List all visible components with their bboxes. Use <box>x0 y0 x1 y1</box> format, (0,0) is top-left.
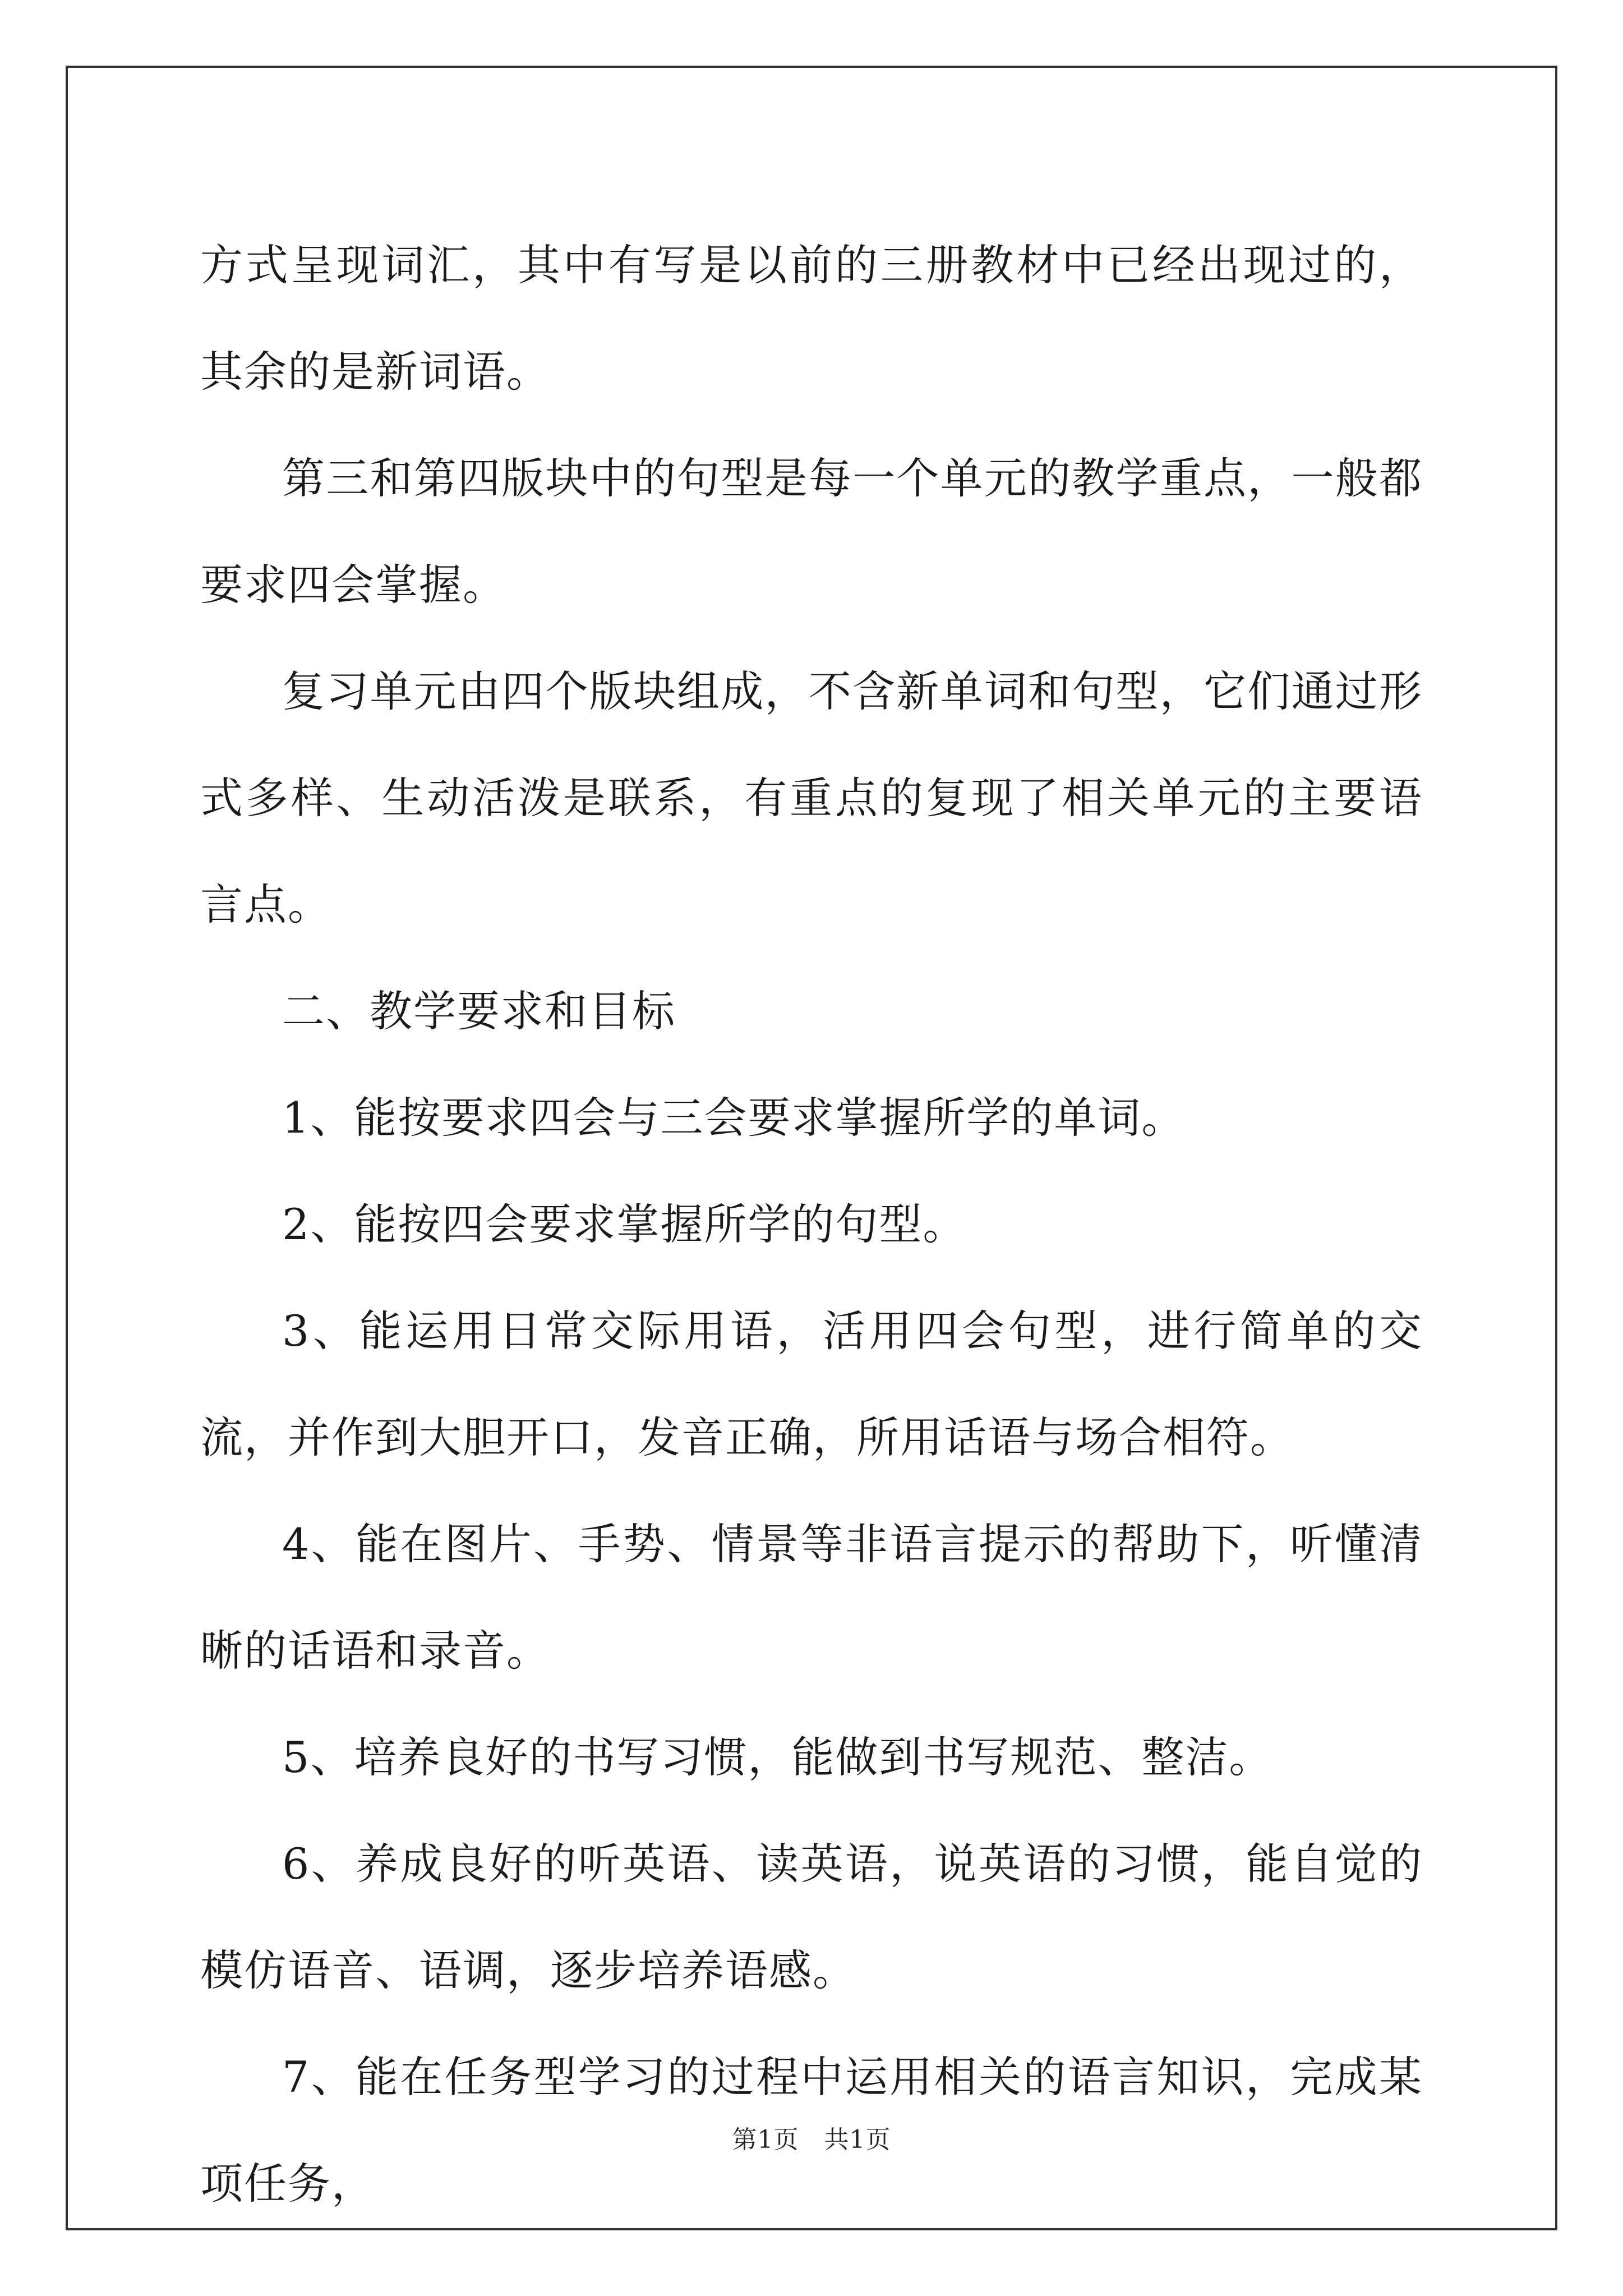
list-item-4: 4、能在图片、手势、情景等非语言提示的帮助下，听懂清晰的话语和录音。 <box>200 1519 1423 1676</box>
list-item-5: 5、培养良好的书写习惯，能做到书写规范、整洁。 <box>282 1732 1273 1782</box>
paragraph-3: 复习单元由四个版块组成，不含新单词和句型，它们通过形式多样、生动活泼是联系，有重点的复现了相关单元的主要语言点。 <box>200 666 1423 930</box>
list-item-2: 2、能按四会要求掌握所学的句型。 <box>282 1199 967 1249</box>
list-item-1: 1、能按要求四会与三会要求掌握所学的单词。 <box>282 1093 1186 1143</box>
page-number-footer: 第1页 共1页 <box>732 2125 891 2154</box>
document-body <box>200 212 1423 2237</box>
list-item-6: 6、养成良好的听英语、读英语，说英语的习惯，能自觉的模仿语音、语调，逐步培养语感。 <box>200 1839 1423 1995</box>
list-item-7: 7、能在任务型学习的过程中运用相关的语言知识，完成某项任务， <box>200 2052 1423 2208</box>
paragraph-1: 方式呈现词汇，其中有写是以前的三册教材中已经出现过的，其余的是新词语。 <box>200 240 1423 397</box>
list-item-3: 3、能运用日常交际用语，活用四会句型，进行简单的交流，并作到大胆开口，发音正确，所用话语与场合相符。 <box>200 1306 1423 1462</box>
section-heading: 二、教学要求和目标 <box>282 986 676 1036</box>
paragraph-2: 第三和第四版块中的句型是每一个单元的教学重点，一般都要求四会掌握。 <box>200 453 1423 610</box>
